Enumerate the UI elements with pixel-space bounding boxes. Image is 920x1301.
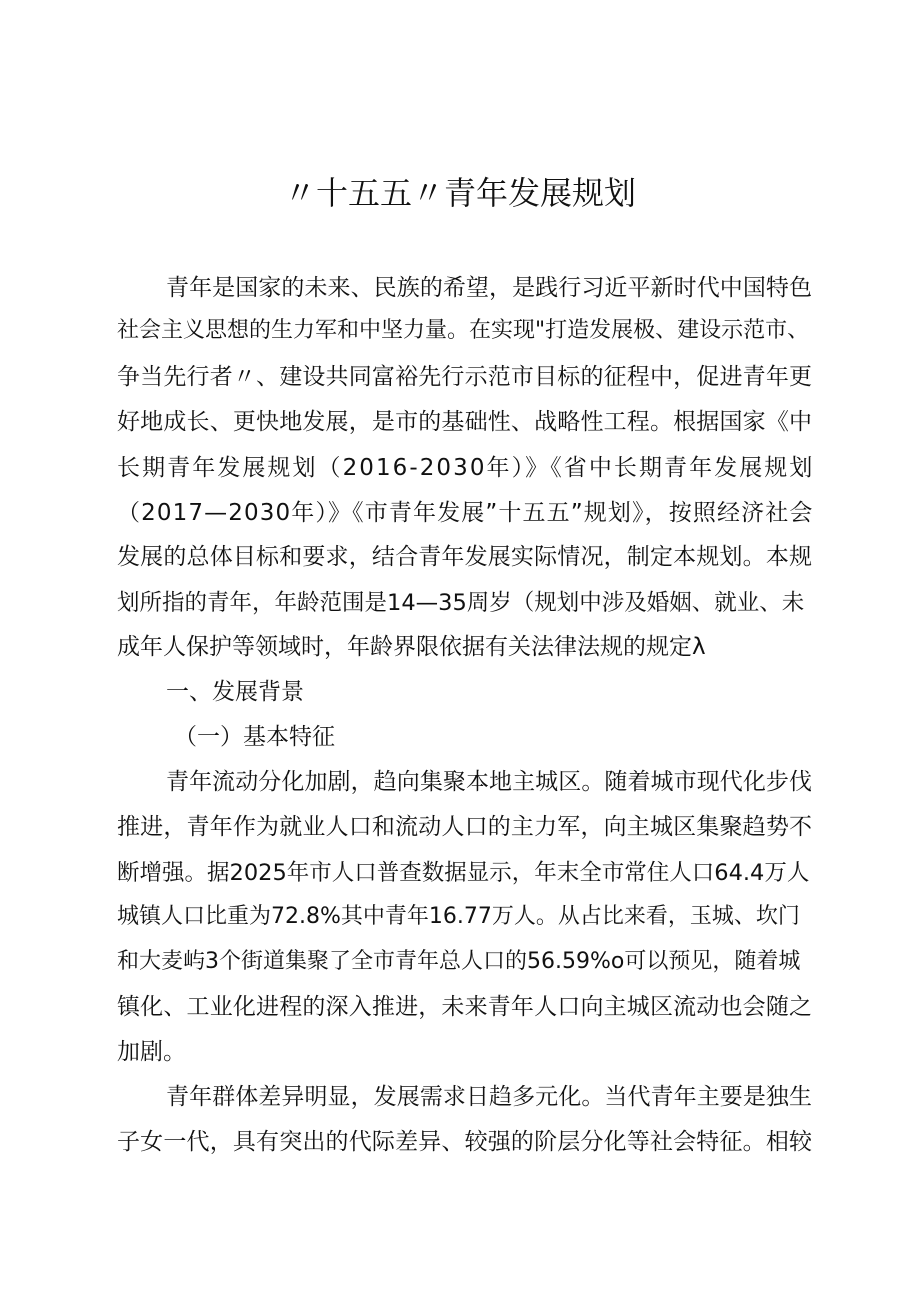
paragraph-line: 划所指的青年，年龄范围是14—35周岁（规划中涉及婚姻、就业、未 — [117, 590, 805, 616]
document-title: 〃十五五〃青年发展规划 — [283, 174, 636, 212]
paragraph-line: 青年群体差异明显，发展需求日趋多元化。当代青年主要是独生 — [166, 1084, 813, 1110]
paragraph-line: 镇化、工业化进程的深入推进，未来青年人口向主城区流动也会随之 — [117, 994, 813, 1020]
subsection-heading: （一）基本特征 — [174, 724, 335, 750]
paragraph-line: 争当先行者〃、建设共同富裕先行示范市目标的征程中，促进青年更 — [117, 364, 813, 390]
paragraph-line: 子女一代，具有突出的代际差异、较强的阶层分化等社会特征。相较 — [117, 1129, 813, 1155]
paragraph-line: 好地成长、更快地发展，是市的基础性、战略性工程。根据国家《中 — [117, 409, 813, 435]
paragraph-line: 长期青年发展规划（2016-2030年）》《省中长期青年发展规划 — [117, 455, 815, 481]
paragraph-line: 青年流动分化加剧，趋向集聚本地主城区。随着城市现代化步伐 — [166, 769, 813, 795]
paragraph-line: 断增强。据2025年市人口普查数据显示，年末全市常住人口64.4万人 — [117, 860, 810, 886]
paragraph-line: 成年人保护等领域时，年龄界限依据有关法律法规的规定λ — [117, 634, 706, 660]
paragraph-line: 青年是国家的未来、民族的希望，是践行习近平新时代中国特色 — [166, 275, 813, 301]
paragraph-line: 推进，青年作为就业人口和流动人口的主力军，向主城区集聚趋势不 — [117, 814, 813, 840]
paragraph-line: （2017—2030年）》《市青年发展”十五五”规划》，按照经济社会 — [117, 500, 814, 526]
section-heading: 一、发展背景 — [166, 679, 304, 705]
paragraph-line: 城镇人口比重为72.8%其中青年16.77万人。从占比来看，玉城、坎门 — [117, 904, 800, 929]
paragraph-line: 发展的总体目标和要求，结合青年发展实际情况，制定本规划。本规 — [117, 544, 813, 570]
paragraph-line: 加剧。 — [117, 1039, 186, 1065]
paragraph-line: 和大麦屿3个街道集聚了全市青年总人口的56.59%o可以预见，随着城 — [117, 949, 801, 974]
paragraph-line: 社会主义思想的生力军和中坚力量。在实现"打造发展极、建设示范市、 — [117, 318, 810, 343]
